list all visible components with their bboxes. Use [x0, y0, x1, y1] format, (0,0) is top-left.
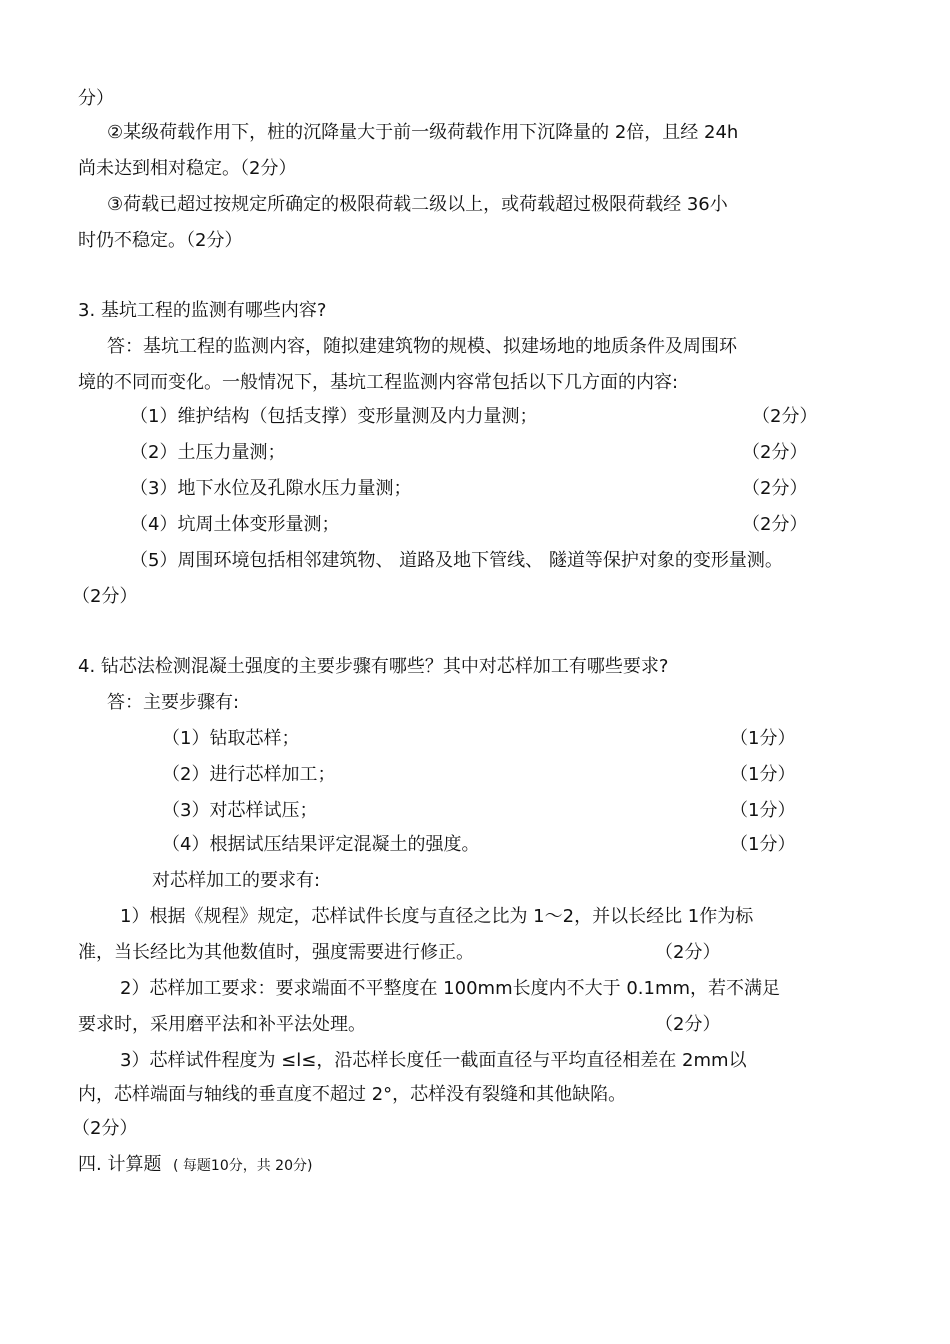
text-line: （2分）	[72, 1118, 138, 1139]
score-label: （1分）	[730, 800, 796, 821]
score-label: （1分）	[730, 728, 796, 749]
text-line: 要求时，采用磨平法和补平法处理。	[78, 1014, 366, 1035]
text-line: ③荷载已超过按规定所确定的极限荷载二级以上，或荷载超过极限荷载经 36小	[107, 194, 728, 215]
score-label: （2分）	[752, 406, 818, 427]
score-label: （2分）	[742, 514, 808, 535]
text-line: （1）维护结构（包括支撑）变形量测及内力量测；	[130, 406, 538, 427]
score-label: （2分）	[655, 1014, 721, 1035]
section-four-note: ( 每题10分，共 20分)	[173, 1158, 313, 1174]
text-line: （2分）	[72, 586, 138, 607]
score-label: （2分）	[742, 442, 808, 463]
text-line: 2）芯样加工要求：要求端面不平整度在 100mm长度内不大于 0.1mm，若不满足	[120, 978, 781, 999]
text-line: 1）根据《规程》规定，芯样试件长度与直径之比为 1～2，并以长经比 1作为标	[120, 906, 754, 927]
text-line: （4）坑周土体变形量测；	[130, 514, 340, 535]
score-label: （1分）	[730, 834, 796, 855]
text-line: 答：主要步骤有:	[107, 692, 240, 713]
text-line: 内，芯样端面与轴线的垂直度不超过 2°，芯样没有裂缝和其他缺陷。	[78, 1084, 627, 1105]
text-line: 准，当长经比为其他数值时，强度需要进行修正。	[78, 942, 474, 963]
text-line: （5）周围环境包括相邻建筑物、 道路及地下管线、 隧道等保护对象的变形量测。	[130, 550, 783, 571]
text-line: 尚未达到相对稳定。（2分）	[78, 158, 297, 179]
text-line: 时仍不稳定。（2分）	[78, 230, 243, 251]
score-label: （1分）	[730, 764, 796, 785]
text-line: 答：基坑工程的监测内容，随拟建建筑物的规模、拟建场地的地质条件及周围环	[107, 336, 737, 357]
score-label: （2分）	[655, 942, 721, 963]
text-line: 四. 计算题	[78, 1154, 162, 1175]
text-line: ②某级荷载作用下，桩的沉降量大于前一级荷载作用下沉降量的 2倍，且经 24h	[107, 122, 739, 143]
text-line: 4. 钻芯法检测混凝土强度的主要步骤有哪些？其中对芯样加工有哪些要求?	[78, 656, 669, 677]
text-line: 对芯样加工的要求有:	[152, 870, 321, 891]
text-line: （4）根据试压结果评定混凝土的强度。	[162, 834, 480, 855]
text-line: （1）钻取芯样；	[162, 728, 300, 749]
text-line: 分）	[78, 88, 114, 109]
score-label: （2分）	[742, 478, 808, 499]
text-line: （2）进行芯样加工；	[162, 764, 336, 785]
text-line: （3）对芯样试压；	[162, 800, 318, 821]
text-line: 境的不同而变化。一般情况下，基坑工程监测内容常包括以下几方面的内容:	[78, 372, 679, 393]
text-line: 3）芯样试件程度为 ≤l≤，沿芯样长度任一截面直径与平均直径相差在 2mm以	[120, 1050, 747, 1071]
text-line: 3. 基坑工程的监测有哪些内容?	[78, 300, 327, 321]
text-line: （2）土压力量测；	[130, 442, 286, 463]
text-line: （3）地下水位及孔隙水压力量测；	[130, 478, 412, 499]
